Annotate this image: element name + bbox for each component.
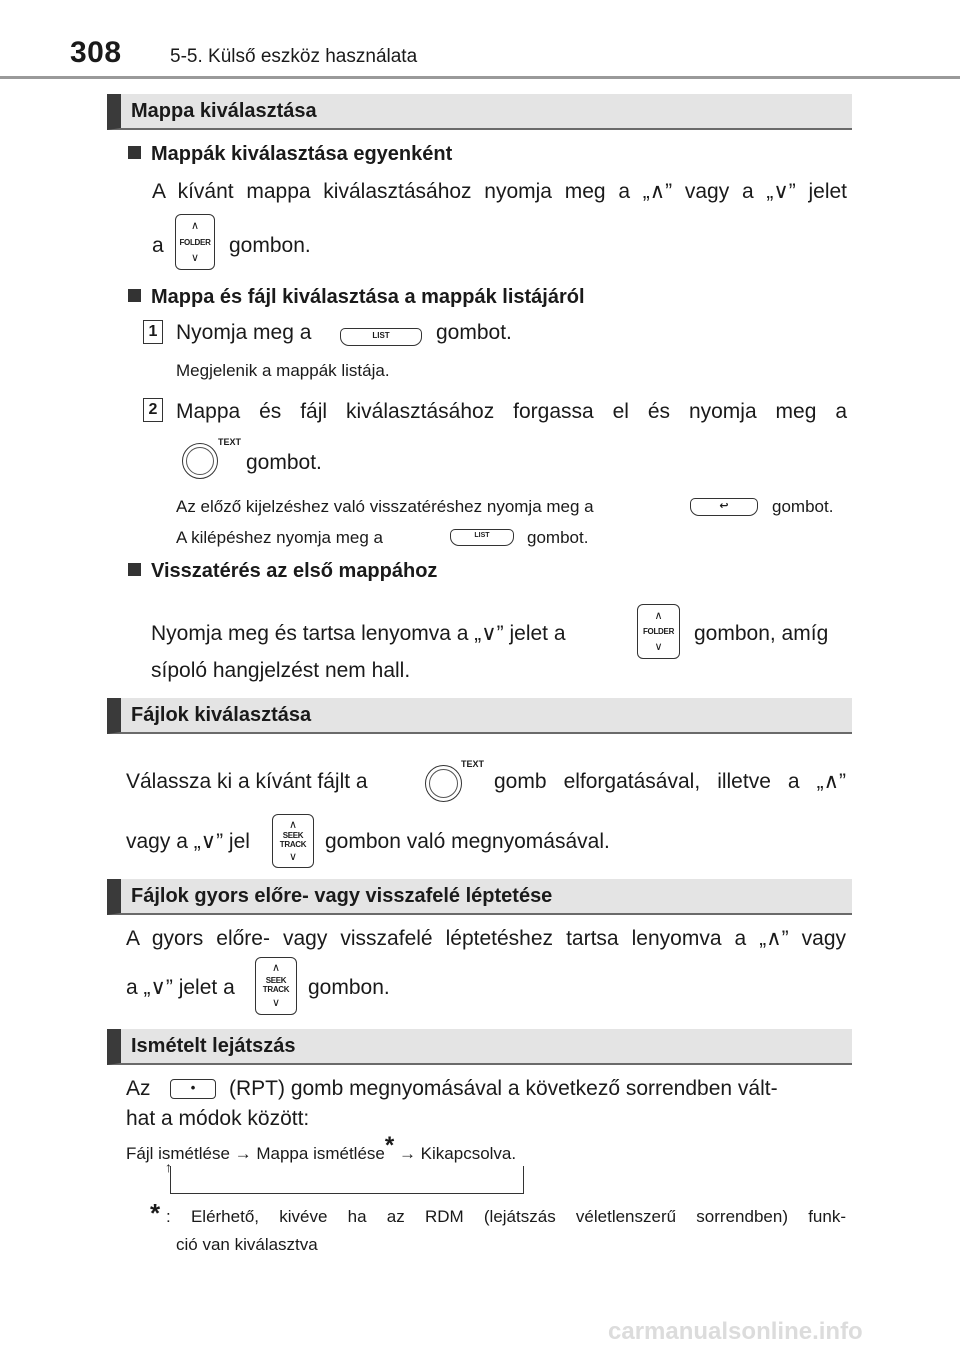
page-number: 308: [70, 36, 122, 69]
note-text: gombot.: [772, 497, 834, 516]
section-header-ismetelt: Ismételt lejátszás: [107, 1029, 852, 1065]
seek-track-button-icon: ∧ SEEK TRACK ∨: [255, 957, 297, 1015]
paragraph-text: gombot.: [246, 451, 322, 474]
text-label-icon: TEXT: [461, 759, 485, 769]
paragraph-text: A kívánt mappa kiválasztásához nyomja meg a „∧” vagy a „∨” jelet: [152, 180, 847, 203]
paragraph-text: gomb elforgatásával, illetve a „∧”: [494, 770, 846, 793]
section-header-mappa: Mappa kiválasztása: [107, 94, 852, 130]
section-header-fajlok: Fájlok kiválasztása: [107, 698, 852, 734]
subheading-mappak-egyenkent: Mappák kiválasztása egyenként: [128, 143, 452, 166]
paragraph-text: Nyomja meg a: [176, 321, 312, 344]
paragraph-text: Mappa és fájl kiválasztásához forgassa el és nyomja meg a: [176, 400, 847, 423]
arrow-up-icon: ↑: [165, 1159, 172, 1175]
step-number-1: 1: [143, 320, 163, 344]
chapter-title: 5-5. Külső eszköz használata: [170, 46, 418, 67]
subheading-visszateres: Visszatérés az első mappához: [128, 560, 437, 583]
header-rule: [0, 76, 960, 79]
paragraph-text: gombon.: [229, 234, 311, 257]
paragraph-text: Válassza ki a kívánt fájlt a: [126, 770, 368, 793]
paragraph-text: a: [152, 234, 164, 257]
note-text: A kilépéshez nyomja meg a: [176, 528, 383, 547]
paragraph-text: Az: [126, 1077, 151, 1100]
note-text: gombot.: [527, 528, 589, 547]
folder-button-icon: ∧ FOLDER ∨: [175, 214, 215, 270]
paragraph-text: a „∨” jelet a: [126, 976, 235, 999]
rpt-button-icon: •: [170, 1079, 216, 1099]
paragraph-text: hat a módok között:: [126, 1107, 310, 1130]
tune-knob-icon: [425, 765, 462, 802]
paragraph-text: gombot.: [436, 321, 512, 344]
sequence-text: Fájl ismétlése → Mappa ismétlése* → Kikapcsolva.: [126, 1132, 517, 1163]
footnote-text: ció van kiválasztva: [176, 1235, 318, 1254]
paragraph-text: (RPT) gomb megnyomásával a következő sorrendben vált-: [229, 1077, 778, 1100]
paragraph-text: A gyors előre- vagy visszafelé léptetéshez tartsa lenyomva a „∧” vagy: [126, 927, 846, 950]
footnote-text: : Elérhető, kivéve ha az RDM (lejátszás véletlenszerű sorrendben) funk-: [166, 1207, 846, 1226]
cycle-bracket: [170, 1166, 524, 1194]
tune-knob-icon: [182, 443, 218, 479]
paragraph-text: vagy a „∨” jel: [126, 830, 250, 853]
back-button-icon: ↩: [690, 498, 758, 516]
list-button-icon: LIST: [450, 529, 514, 546]
list-button-icon: LIST: [340, 328, 422, 346]
paragraph-text: gombon, amíg: [694, 622, 829, 645]
section-header-gyors: Fájlok gyors előre- vagy visszafelé léptetése: [107, 879, 852, 915]
paragraph-text: gombon.: [308, 976, 390, 999]
paragraph-text: Nyomja meg és tartsa lenyomva a „∨” jelet a: [151, 622, 566, 645]
text-label-icon: TEXT: [218, 437, 242, 447]
seek-track-button-icon: ∧ SEEK TRACK ∨: [272, 814, 314, 868]
subheading-mappa-es-fajl: Mappa és fájl kiválasztása a mappák listájáról: [128, 286, 585, 309]
note-text: Az előző kijelzéshez való visszatéréshez nyomja meg a: [176, 497, 594, 516]
step-number-2: 2: [143, 398, 163, 422]
footnote-mark: *: [150, 1198, 161, 1228]
folder-button-icon: ∧ FOLDER ∨: [637, 604, 680, 659]
note-text: Megjelenik a mappák listája.: [176, 361, 390, 380]
paragraph-text: sípoló hangjelzést nem hall.: [151, 659, 411, 682]
watermark: carmanualsonline.info: [608, 1318, 863, 1345]
paragraph-text: gombon való megnyomásával.: [325, 830, 610, 853]
